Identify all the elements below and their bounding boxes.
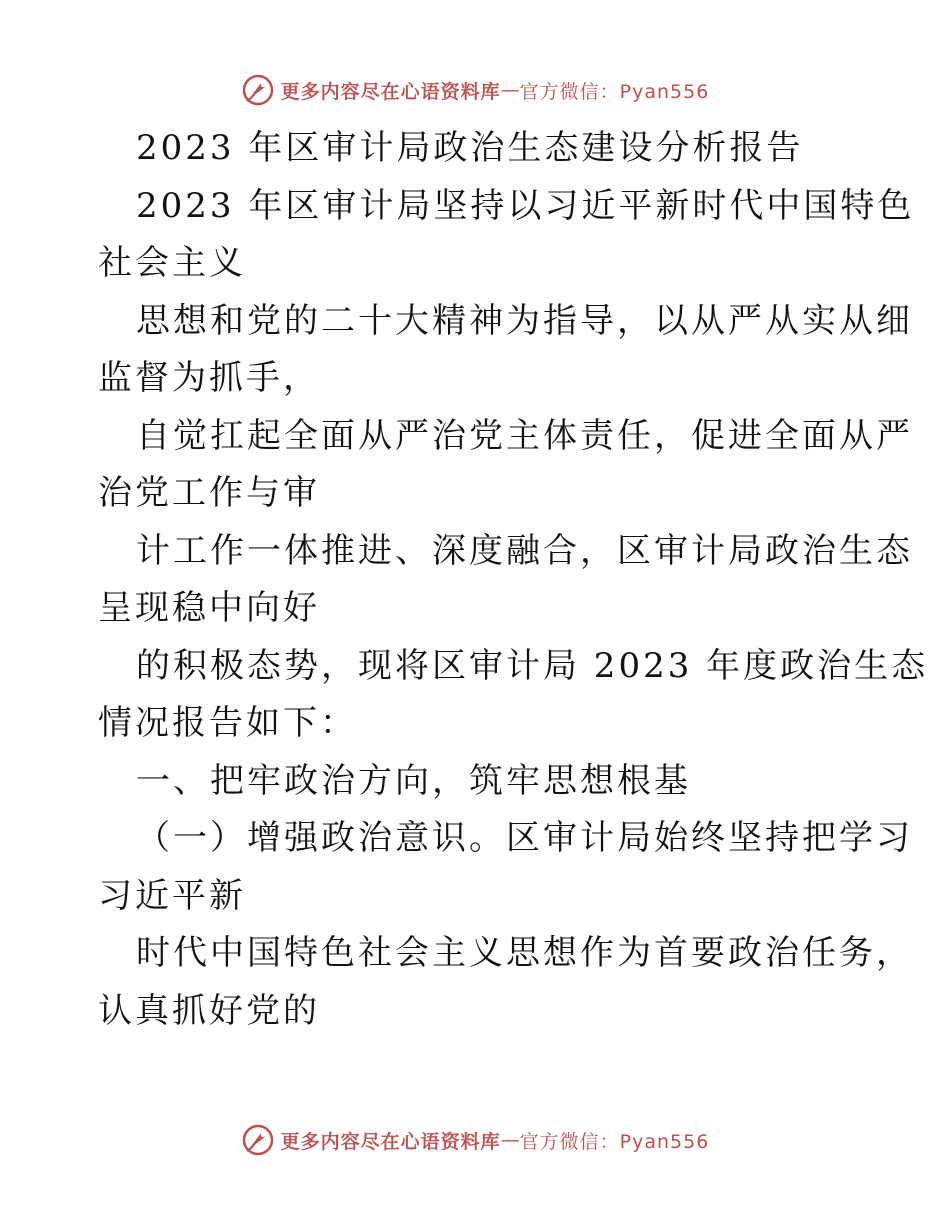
doc-line: 社会主义 bbox=[98, 243, 246, 283]
doc-line: （一）增强政治意识。区审计局始终坚持把学习 bbox=[136, 818, 913, 858]
banner-main-text: 更多内容尽在心语资料库 bbox=[280, 80, 501, 103]
doc-line: 治党工作与审 bbox=[98, 473, 320, 513]
banner-separator: — bbox=[500, 79, 520, 101]
doc-line: 2023 年区审计局坚持以习近平新时代中国特色 bbox=[136, 185, 915, 226]
header-banner bbox=[0, 70, 950, 110]
banner-main-text: 更多内容尽在心语资料库 bbox=[280, 1130, 501, 1153]
banner-separator: — bbox=[500, 1129, 520, 1151]
doc-line: 呈现稳中向好 bbox=[98, 588, 320, 628]
doc-line: 思想和党的二十大精神为指导，以从严从实从细 bbox=[136, 300, 913, 341]
pen-nib-logo-icon bbox=[241, 73, 275, 107]
document-body bbox=[98, 120, 929, 1040]
doc-line: 时代中国特色社会主义思想作为首要政治任务， bbox=[136, 933, 913, 973]
doc-line: 自觉扛起全面从严治党主体责任，促进全面从严 bbox=[136, 415, 913, 456]
doc-line: 情况报告如下： bbox=[98, 703, 357, 743]
doc-line: 习近平新 bbox=[98, 875, 246, 916]
doc-line: 监督为抓手， bbox=[98, 358, 320, 398]
pen-nib-logo-icon bbox=[241, 1123, 275, 1157]
doc-line: 计工作一体推进、深度融合，区审计局政治生态 bbox=[136, 530, 913, 571]
banner-wechat-text: 官方微信：Pyan556 bbox=[519, 1130, 710, 1153]
section-heading: 一、把牢政治方向，筑牢思想根基 bbox=[136, 760, 691, 801]
doc-line: 认真抓好党的 bbox=[98, 990, 320, 1031]
banner-wechat-text: 官方微信：Pyan556 bbox=[519, 80, 710, 103]
footer-banner bbox=[0, 1120, 950, 1160]
doc-title: 2023 年区审计局政治生态建设分析报告 bbox=[136, 128, 804, 168]
doc-line: 的积极态势，现将区审计局 2023 年度政治生态 bbox=[136, 645, 929, 686]
